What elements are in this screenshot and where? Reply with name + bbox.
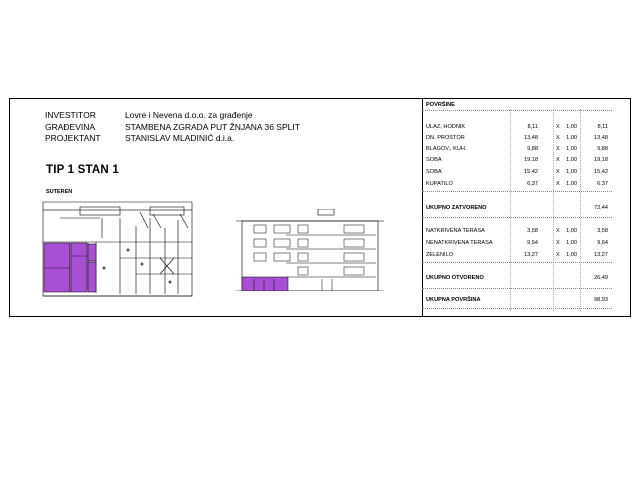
row-result: 19,18 xyxy=(594,157,608,163)
row-divider xyxy=(422,191,612,192)
row-multiplier: X xyxy=(556,135,560,141)
row-coefficient: 1,00 xyxy=(566,240,577,246)
row-area: 6,37 xyxy=(527,181,538,187)
row-area: 3,58 xyxy=(527,228,538,234)
row-coefficient: 1,00 xyxy=(566,228,577,234)
row-multiplier: X xyxy=(556,228,560,234)
apartment-title: TIP 1 STAN 1 xyxy=(46,164,119,176)
row-label: ZELENILO xyxy=(426,252,454,258)
row-divider xyxy=(422,110,612,111)
total-value: 98,93 xyxy=(594,297,608,303)
row-area: 13,48 xyxy=(524,135,538,141)
investitor-label: INVESTITOR xyxy=(45,110,96,120)
projektant-value: STANISLAV MLADINIĆ d.i.a. xyxy=(125,133,235,143)
gradevina-row xyxy=(45,122,300,134)
row-area: 8,11 xyxy=(527,124,538,130)
row-area: 9,64 xyxy=(527,240,538,246)
table-heading: POVRŠINE xyxy=(426,102,455,108)
row-multiplier: X xyxy=(556,181,560,187)
col-divider xyxy=(510,109,511,311)
row-result: 13,48 xyxy=(594,135,608,141)
row-label: ULAZ, HODNIK xyxy=(426,124,466,130)
col-divider xyxy=(580,109,581,311)
total-closed-label: UKUPNO ZATVORENO xyxy=(426,205,487,211)
row-result: 13,27 xyxy=(594,252,608,258)
row-multiplier: X xyxy=(556,146,560,152)
row-coefficient: 1,00 xyxy=(566,252,577,258)
row-multiplier: X xyxy=(556,240,560,246)
row-result: 6,37 xyxy=(597,181,608,187)
row-multiplier: X xyxy=(556,124,560,130)
investitor-value: Lovre i Nevena d.o.o. za građenje xyxy=(125,110,253,120)
row-result: 3,58 xyxy=(597,228,608,234)
projektant-label: PROJEKTANT xyxy=(45,133,101,143)
row-area: 13,27 xyxy=(524,252,538,258)
row-divider xyxy=(422,217,612,218)
row-label: SOBA xyxy=(426,169,442,175)
elevation-drawing xyxy=(236,209,384,291)
gradevina-label: GRAĐEVINA xyxy=(45,121,96,132)
row-area: 15,42 xyxy=(524,169,538,175)
gradevina-value: STAMBENA ZGRADA PUT ŽNJANA 36 SPLIT xyxy=(125,121,300,132)
total-closed-value: 72,44 xyxy=(594,205,608,211)
col-divider xyxy=(553,109,554,311)
row-area: 9,88 xyxy=(527,146,538,152)
row-result: 15,42 xyxy=(594,169,608,175)
row-coefficient: 1,00 xyxy=(566,169,577,175)
floor-label: SUTEREN xyxy=(46,189,73,195)
row-multiplier: X xyxy=(556,169,560,175)
projektant-row xyxy=(45,133,300,145)
row-result: 8,11 xyxy=(597,124,608,130)
row-label: BLAGOV., KUH. xyxy=(426,146,467,152)
row-coefficient: 1,00 xyxy=(566,124,577,130)
row-result: 9,64 xyxy=(597,240,608,246)
total-open-value: 26,49 xyxy=(594,275,608,281)
project-info xyxy=(45,110,300,145)
row-divider xyxy=(422,288,612,289)
total-label: UKUPNA POVRŠINA xyxy=(426,297,481,303)
total-open-label: UKUPNO OTVORENO xyxy=(426,275,484,281)
row-divider xyxy=(422,308,612,309)
investitor-row xyxy=(45,110,300,122)
row-coefficient: 1,00 xyxy=(566,146,577,152)
floor-plan-drawing xyxy=(40,198,195,299)
row-multiplier: X xyxy=(556,252,560,258)
row-result: 9,88 xyxy=(597,146,608,152)
row-label: KUPATILO xyxy=(426,181,453,187)
row-multiplier: X xyxy=(556,157,560,163)
row-divider xyxy=(422,262,612,263)
row-coefficient: 1,00 xyxy=(566,157,577,163)
row-area: 19,18 xyxy=(524,157,538,163)
row-label: SOBA xyxy=(426,157,442,163)
areas-table xyxy=(422,99,612,317)
row-label: NATKRIVENA TERASA xyxy=(426,228,485,234)
row-coefficient: 1,00 xyxy=(566,135,577,141)
row-label: NENATKRIVENA TERASA xyxy=(426,240,493,246)
row-label: DN. PROSTOR xyxy=(426,135,465,141)
row-coefficient: 1,00 xyxy=(566,181,577,187)
